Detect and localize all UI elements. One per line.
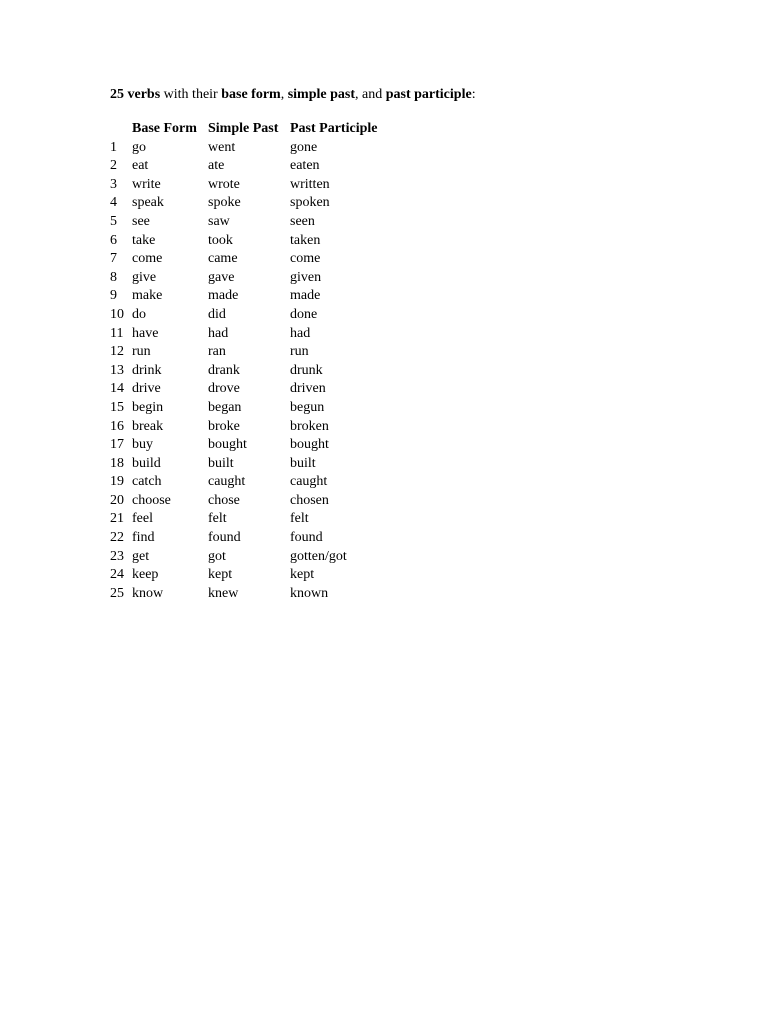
cell-base-form: get (132, 548, 150, 564)
row-number: 18 (110, 455, 124, 471)
cell-simple-past: chose (208, 492, 240, 508)
cell-past-participle: built (290, 455, 316, 471)
cell-base-form: build (132, 455, 161, 471)
cell-simple-past: spoke (208, 195, 241, 211)
cell-base-form: give (132, 269, 157, 285)
row-number: 7 (110, 251, 117, 267)
cell-past-participle: found (290, 530, 323, 546)
intro-text-1: with their (160, 87, 222, 102)
cell-simple-past: took (208, 232, 233, 248)
cell-base-form: take (132, 232, 156, 248)
row-number: 23 (110, 548, 124, 564)
row-number: 19 (110, 474, 124, 490)
cell-past-participle: done (290, 306, 318, 322)
cell-past-participle: begun (290, 399, 325, 415)
intro-colon: : (471, 87, 476, 102)
cell-base-form: run (132, 344, 151, 360)
intro-comma: , (280, 87, 288, 102)
cell-base-form: write (132, 176, 161, 192)
cell-base-form: drive (132, 381, 161, 397)
table-body (108, 139, 400, 604)
cell-simple-past: ran (208, 344, 226, 360)
cell-past-participle: known (290, 585, 329, 601)
row-number: 10 (110, 306, 124, 322)
table-row (108, 362, 400, 381)
cell-simple-past: drove (208, 381, 240, 397)
table-row (108, 455, 400, 474)
cell-past-participle: given (290, 269, 322, 285)
table-row (108, 492, 400, 511)
header-past-participle: Past Participle (290, 121, 378, 136)
cell-simple-past: got (208, 548, 226, 564)
row-number: 22 (110, 530, 124, 546)
cell-past-participle: chosen (290, 492, 329, 508)
cell-past-participle: felt (290, 511, 309, 527)
cell-simple-past: wrote (208, 176, 240, 192)
row-number: 20 (110, 492, 124, 508)
cell-simple-past: came (208, 251, 238, 267)
cell-simple-past: did (208, 306, 226, 322)
cell-base-form: see (132, 213, 150, 229)
row-number: 25 (110, 585, 124, 601)
table-row (108, 418, 400, 437)
table-row (108, 269, 400, 288)
cell-past-participle: gone (290, 139, 318, 155)
cell-past-participle: kept (290, 567, 315, 583)
row-number: 11 (110, 325, 124, 341)
row-number: 9 (110, 288, 117, 304)
row-number: 4 (110, 195, 117, 211)
intro-past-participle: past participle (385, 87, 472, 102)
table-row (108, 306, 400, 325)
cell-base-form: find (132, 530, 155, 546)
cell-simple-past: began (208, 399, 242, 415)
row-number: 3 (110, 176, 117, 192)
cell-simple-past: caught (208, 474, 246, 490)
cell-base-form: speak (132, 195, 164, 211)
cell-base-form: eat (132, 158, 149, 174)
table-row (108, 566, 400, 585)
cell-simple-past: felt (208, 511, 227, 527)
row-number: 13 (110, 362, 124, 378)
cell-simple-past: had (208, 325, 229, 341)
cell-base-form: make (132, 288, 163, 304)
cell-base-form: begin (132, 399, 164, 415)
row-number: 24 (110, 567, 124, 583)
cell-base-form: know (132, 585, 164, 601)
cell-past-participle: run (290, 344, 309, 360)
row-number: 6 (110, 232, 117, 248)
table-row (108, 436, 400, 455)
cell-simple-past: saw (208, 213, 230, 229)
row-number: 15 (110, 399, 124, 415)
cell-simple-past: went (208, 139, 236, 155)
table-row (108, 585, 400, 604)
intro-text-2: , and (355, 87, 386, 102)
cell-past-participle: caught (290, 474, 328, 490)
cell-past-participle: eaten (290, 158, 320, 174)
cell-base-form: do (132, 306, 146, 322)
table-header-row (108, 120, 400, 139)
cell-past-participle: spoken (290, 195, 330, 211)
table-row (108, 529, 400, 548)
cell-simple-past: bought (208, 437, 247, 453)
cell-past-participle: gotten/got (290, 548, 347, 564)
table-row (108, 213, 400, 232)
cell-past-participle: made (290, 288, 321, 304)
header-number (108, 120, 132, 139)
cell-simple-past: gave (208, 269, 235, 285)
table-row (108, 176, 400, 195)
row-number: 14 (110, 381, 124, 397)
intro-sentence (110, 86, 476, 104)
table-row (108, 380, 400, 399)
cell-past-participle: taken (290, 232, 321, 248)
table-row (108, 510, 400, 529)
row-number: 21 (110, 511, 124, 527)
cell-simple-past: drank (208, 362, 240, 378)
row-number: 16 (110, 418, 124, 434)
table-row (108, 157, 400, 176)
table-row (108, 139, 400, 158)
cell-base-form: drink (132, 362, 162, 378)
cell-base-form: feel (132, 511, 153, 527)
cell-base-form: go (132, 139, 146, 155)
cell-simple-past: made (208, 288, 239, 304)
row-number: 12 (110, 344, 124, 360)
row-number: 1 (110, 139, 117, 155)
cell-simple-past: knew (208, 585, 239, 601)
cell-past-participle: seen (290, 213, 315, 229)
table-row (108, 548, 400, 567)
cell-simple-past: built (208, 455, 234, 471)
cell-simple-past: found (208, 530, 241, 546)
cell-past-participle: bought (290, 437, 329, 453)
table-row (108, 250, 400, 269)
cell-past-participle: broken (290, 418, 329, 434)
intro-count: 25 verbs (110, 87, 161, 102)
table-row (108, 287, 400, 306)
header-simple-past: Simple Past (208, 121, 279, 136)
cell-base-form: come (132, 251, 163, 267)
row-number: 5 (110, 213, 117, 229)
table-row (108, 343, 400, 362)
cell-past-participle: had (290, 325, 311, 341)
cell-simple-past: broke (208, 418, 240, 434)
cell-base-form: choose (132, 492, 171, 508)
row-number: 2 (110, 158, 117, 174)
cell-simple-past: kept (208, 567, 233, 583)
cell-past-participle: driven (290, 381, 326, 397)
cell-base-form: buy (132, 437, 153, 453)
intro-simple-past: simple past (287, 87, 356, 102)
table-row (108, 473, 400, 492)
row-number: 17 (110, 437, 124, 453)
header-base-form: Base Form (132, 121, 197, 136)
table-row (108, 399, 400, 418)
table-row (108, 232, 400, 251)
cell-base-form: keep (132, 567, 159, 583)
row-number: 8 (110, 269, 117, 285)
cell-past-participle: drunk (290, 362, 323, 378)
cell-past-participle: written (290, 176, 330, 192)
verb-table (108, 120, 400, 603)
cell-base-form: have (132, 325, 159, 341)
table-row (108, 194, 400, 213)
cell-past-participle: come (290, 251, 321, 267)
cell-simple-past: ate (208, 158, 225, 174)
intro-base-form: base form (221, 87, 281, 102)
cell-base-form: break (132, 418, 164, 434)
cell-base-form: catch (132, 474, 162, 490)
table-row (108, 325, 400, 344)
